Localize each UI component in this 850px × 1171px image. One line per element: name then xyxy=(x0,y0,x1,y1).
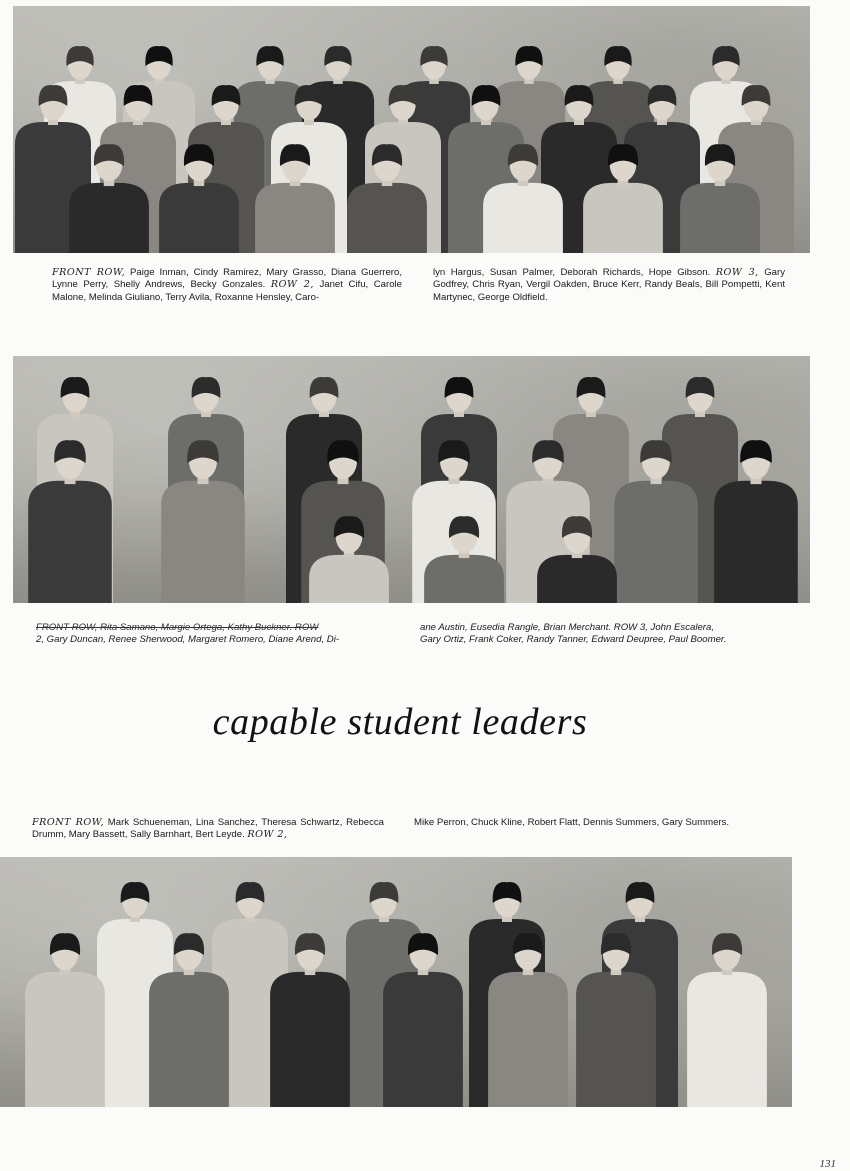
group3-caption-right xyxy=(414,817,794,829)
caption-text: Janet Cifu, Carole Malone, Melinda Giuliano, Terry Avila, Roxanne Hensley, Caro- xyxy=(52,279,403,303)
caption-line: FRONT ROW, Rita Samano, Margie Ortega, Kathy Buckner. ROW xyxy=(36,622,319,633)
page-number: 131 xyxy=(819,1158,836,1170)
caption-text: Paige Inman, Cindy Ramirez, Mary Grasso, Diana Guerrero, Lynne Perry, Shelly Andrews, Becky Gonzales. xyxy=(52,267,403,291)
section-headline: capable student leaders xyxy=(212,701,588,743)
group-photo-2-figures xyxy=(13,356,810,603)
caption-text: Gary Godfrey, Chris Ryan, Vergil Oakden, Bruce Kerr, Randy Beals, Bill Pompetti, Kent Martynec, George Oldfield. xyxy=(433,267,785,303)
caption-text: Mark Schueneman, Lina Sanchez, Theresa Schwartz, Rebecca Drumm, Mary Bassett, Sally Barnhart, Bert Leyde. xyxy=(32,817,384,841)
group-photo-1-figures xyxy=(13,6,810,253)
row-label: ROW 2, xyxy=(270,279,314,291)
group-photo-1 xyxy=(13,6,810,253)
group2-caption-right xyxy=(420,622,790,647)
group-photo-3-figures xyxy=(0,857,792,1107)
row-label: ROW 3, xyxy=(715,267,759,278)
group2-caption-left xyxy=(36,622,406,647)
group3-caption-left xyxy=(32,817,384,842)
student-figure xyxy=(25,933,105,1107)
caption-line: Gary Ortiz, Frank Coker, Randy Tanner, Edward Deupree, Paul Boomer. xyxy=(420,634,727,646)
group-photo-2 xyxy=(13,356,810,603)
row-label: ROW 2, xyxy=(247,829,288,841)
student-figure xyxy=(687,933,767,1107)
caption-line: 2, Gary Duncan, Renee Sherwood, Margaret Romero, Diane Arend, Di- xyxy=(36,634,340,646)
row-label: FRONT ROW, xyxy=(32,817,105,828)
group1-caption-right xyxy=(433,267,785,304)
row-label: FRONT ROW, xyxy=(52,267,126,278)
group-photo-3 xyxy=(0,857,792,1107)
caption-line: ane Austin, Eusedia Rangle, Brian Merchant. ROW 3, John Escalera, xyxy=(420,622,715,633)
caption-text: Mike Perron, Chuck Kline, Robert Flatt, Dennis Summers, Gary Summers. xyxy=(414,817,730,828)
caption-text: lyn Hargus, Susan Palmer, Deborah Richards, Hope Gibson. xyxy=(433,267,716,278)
group1-caption-left xyxy=(52,267,402,304)
